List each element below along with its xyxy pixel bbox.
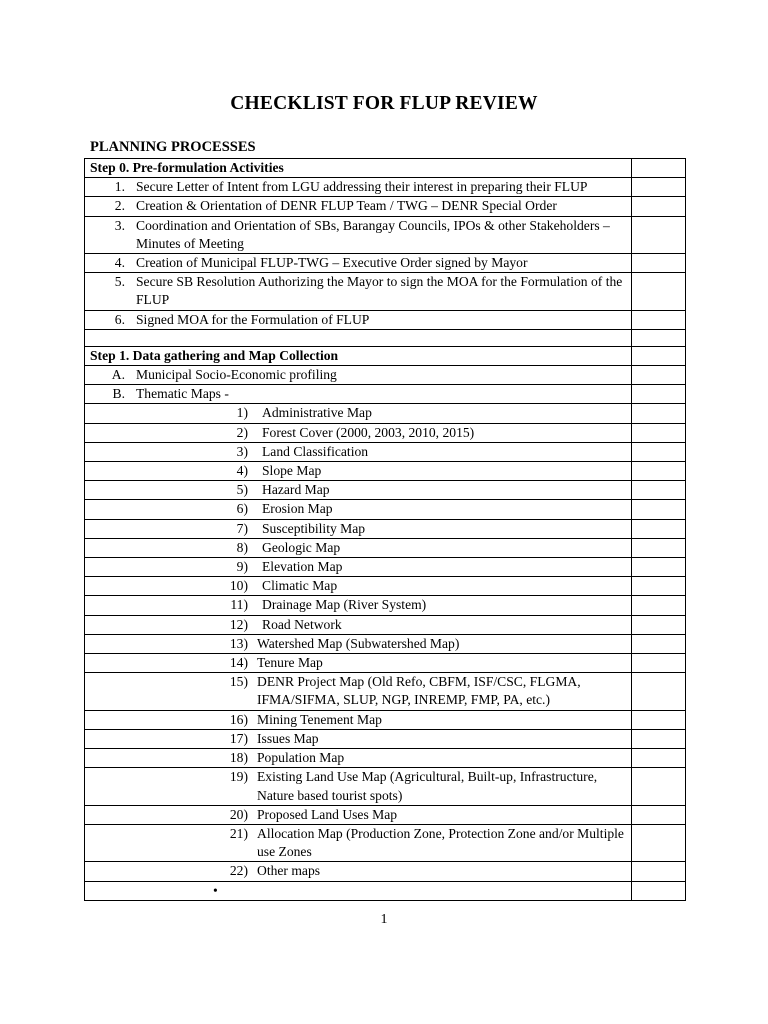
item-cell [85, 481, 632, 500]
map-row [85, 558, 686, 577]
check-cell[interactable] [632, 216, 686, 253]
bullet-point: • [213, 882, 218, 898]
item-number: 13) [229, 635, 248, 651]
item-text: Watershed Map (Subwatershed Map) [257, 635, 460, 651]
map-row [85, 768, 686, 805]
check-cell[interactable] [632, 500, 686, 519]
item-cell [85, 159, 632, 178]
item-text: Land Classification [262, 443, 369, 459]
item-cell [85, 366, 632, 385]
map-row [85, 538, 686, 557]
item-cell [85, 310, 632, 329]
item-text: Geologic Map [262, 539, 341, 555]
check-cell[interactable] [632, 634, 686, 653]
check-cell[interactable] [632, 481, 686, 500]
item-cell [85, 216, 632, 253]
map-row [85, 481, 686, 500]
check-cell[interactable] [632, 577, 686, 596]
map-row [85, 824, 686, 861]
item-cell [85, 673, 632, 710]
item-text: DENR Project Map (Old Refo, CBFM, ISF/CSC, FLGMA, IFMA/SIFMA, SLUP, NGP, INREMP, FMP, PA, etc.) [257, 674, 581, 708]
map-row [85, 710, 686, 729]
checklist-row [85, 273, 686, 310]
item-cell [85, 346, 632, 365]
checklist-row [85, 366, 686, 385]
item-cell [85, 710, 632, 729]
check-cell[interactable] [632, 710, 686, 729]
check-cell[interactable] [632, 538, 686, 557]
map-row [85, 462, 686, 481]
item-text: Climatic Map [262, 578, 338, 594]
item-text: Coordination and Orientation of SBs, Barangay Councils, IPOs & other Stakeholders – Minutes of Meeting [136, 217, 610, 251]
item-text: Drainage Map (River System) [262, 597, 427, 613]
check-cell[interactable] [632, 442, 686, 461]
check-cell[interactable] [632, 366, 686, 385]
item-number: 12) [229, 616, 248, 632]
item-number: 4. [114, 255, 125, 271]
item-number: 3) [236, 443, 248, 459]
item-text: Proposed Land Uses Map [257, 806, 398, 822]
item-text: Erosion Map [262, 501, 333, 517]
item-number: 7) [236, 520, 248, 536]
item-cell [85, 881, 632, 900]
section-heading: PLANNING PROCESSES [90, 139, 256, 155]
check-cell[interactable] [632, 654, 686, 673]
item-text: Signed MOA for the Formulation of FLUP [136, 311, 370, 327]
item-text: Administrative Map [262, 405, 372, 421]
check-cell[interactable] [632, 178, 686, 197]
map-row [85, 615, 686, 634]
map-row [85, 404, 686, 423]
map-row [85, 423, 686, 442]
map-row [85, 673, 686, 710]
map-row [85, 500, 686, 519]
item-text: Road Network [262, 616, 342, 632]
checklist-row [85, 310, 686, 329]
check-cell[interactable] [632, 423, 686, 442]
item-cell [85, 197, 632, 216]
item-number: 19) [229, 769, 248, 785]
item-number: 21) [229, 825, 248, 841]
item-number: 17) [229, 730, 248, 746]
step-heading: Step 0. Pre-formulation Activities [90, 160, 284, 175]
item-text: Forest Cover (2000, 2003, 2010, 2015) [262, 424, 475, 440]
checklist-row [85, 254, 686, 273]
checklist-row [85, 197, 686, 216]
item-number: 5) [236, 482, 248, 498]
item-number: 1. [114, 179, 125, 195]
step-row [85, 346, 686, 365]
check-cell[interactable] [632, 729, 686, 748]
item-cell [85, 862, 632, 881]
item-cell [85, 615, 632, 634]
item-cell [85, 519, 632, 538]
item-cell [85, 385, 632, 404]
map-row [85, 805, 686, 824]
check-cell[interactable] [632, 346, 686, 365]
item-number: 4) [236, 463, 248, 479]
item-text: Thematic Maps - [136, 386, 229, 402]
item-number: 5. [114, 274, 125, 290]
item-number: A. [111, 367, 125, 383]
item-text: Creation of Municipal FLUP-TWG – Executive Order signed by Mayor [136, 255, 528, 271]
item-number: 20) [229, 806, 248, 822]
item-number: 18) [229, 750, 248, 766]
checklist-table [84, 158, 686, 901]
checklist-row [85, 216, 686, 253]
map-row [85, 654, 686, 673]
item-text: Susceptibility Map [262, 520, 366, 536]
item-cell [85, 462, 632, 481]
item-cell [85, 805, 632, 824]
check-cell[interactable] [632, 254, 686, 273]
item-text: Hazard Map [262, 482, 330, 498]
check-cell[interactable] [632, 273, 686, 310]
blank-row [85, 329, 686, 346]
item-number: 10) [229, 578, 248, 594]
checklist-row [85, 385, 686, 404]
check-cell[interactable] [632, 519, 686, 538]
item-number: 8) [236, 539, 248, 555]
check-cell[interactable] [632, 462, 686, 481]
item-number: 16) [229, 711, 248, 727]
item-number: 11) [230, 597, 248, 613]
item-text: Secure SB Resolution Authorizing the Mayor to sign the MOA for the Formulation of the FLUP [136, 274, 623, 308]
item-number: 9) [236, 559, 248, 575]
check-cell[interactable] [632, 197, 686, 216]
item-text: Secure Letter of Intent from LGU addressing their interest in preparing their FLUP [136, 179, 588, 195]
item-text: Municipal Socio-Economic profiling [136, 367, 337, 383]
check-cell[interactable] [632, 385, 686, 404]
item-cell [85, 273, 632, 310]
item-cell [85, 577, 632, 596]
item-cell [85, 749, 632, 768]
item-cell [85, 500, 632, 519]
check-cell[interactable] [632, 805, 686, 824]
item-number: 15) [229, 674, 248, 690]
item-text: Slope Map [262, 463, 322, 479]
check-cell[interactable] [632, 824, 686, 861]
item-cell [85, 538, 632, 557]
item-text: Tenure Map [257, 655, 323, 671]
item-text: Allocation Map (Production Zone, Protection Zone and/or Multiple use Zones [257, 825, 624, 860]
check-cell[interactable] [632, 881, 686, 900]
item-number: 22) [229, 863, 248, 879]
map-row [85, 596, 686, 615]
item-cell [85, 404, 632, 423]
item-cell [85, 442, 632, 461]
item-cell [85, 423, 632, 442]
item-number: B. [112, 386, 125, 402]
map-row [85, 749, 686, 768]
item-text: Existing Land Use Map (Agricultural, Built-up, Infrastructure, Nature based tourist spots) [257, 769, 598, 803]
item-cell [85, 558, 632, 577]
item-text: Other maps [257, 863, 321, 879]
step-heading: Step 1. Data gathering and Map Collection [90, 347, 339, 363]
check-cell[interactable] [632, 673, 686, 710]
map-row [85, 729, 686, 748]
item-text: Elevation Map [262, 559, 343, 575]
check-cell[interactable] [632, 159, 686, 178]
check-cell[interactable] [632, 404, 686, 423]
check-cell[interactable] [632, 558, 686, 577]
check-cell[interactable] [632, 329, 686, 346]
check-cell[interactable] [632, 862, 686, 881]
item-cell [85, 254, 632, 273]
item-number: 2) [236, 424, 248, 440]
item-cell [85, 768, 632, 805]
item-number: 2. [114, 198, 125, 214]
checklist-row [85, 178, 686, 197]
item-text: Issues Map [257, 730, 319, 746]
item-text: Creation & Orientation of DENR FLUP Team / TWG – DENR Special Order [136, 198, 557, 214]
bullet-row [85, 881, 686, 900]
check-cell[interactable] [632, 749, 686, 768]
item-number: 6. [114, 311, 125, 327]
map-row [85, 442, 686, 461]
map-row [85, 519, 686, 538]
check-cell[interactable] [632, 310, 686, 329]
item-number: 14) [229, 655, 248, 671]
map-row [85, 634, 686, 653]
check-cell[interactable] [632, 615, 686, 634]
item-cell [85, 178, 632, 197]
item-cell [85, 729, 632, 748]
item-number: 1) [236, 405, 248, 421]
item-number: 3. [114, 217, 125, 233]
document-title: CHECKLIST FOR FLUP REVIEW [230, 93, 538, 114]
item-cell [85, 824, 632, 861]
map-row [85, 862, 686, 881]
map-row [85, 577, 686, 596]
step-row [85, 159, 686, 178]
check-cell[interactable] [632, 768, 686, 805]
item-text: Mining Tenement Map [257, 711, 382, 727]
item-cell [85, 654, 632, 673]
item-number: 6) [236, 501, 248, 517]
item-cell [85, 596, 632, 615]
item-cell [85, 329, 632, 346]
page-number: 1 [380, 912, 388, 927]
item-cell [85, 634, 632, 653]
check-cell[interactable] [632, 596, 686, 615]
item-text: Population Map [257, 750, 345, 766]
